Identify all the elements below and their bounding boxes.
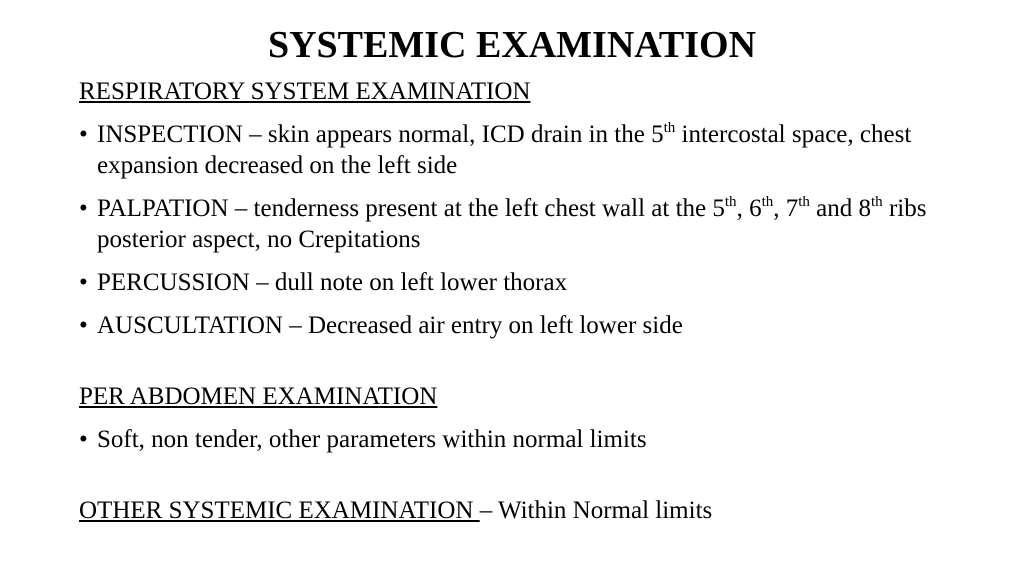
bullet-icon: •	[79, 426, 88, 453]
other-text: – Within Normal limits	[479, 497, 713, 524]
palpation-text-5: ribs posterior aspect, no Crepitations	[97, 195, 927, 253]
bullet-icon: •	[79, 269, 88, 296]
bullet-icon: •	[79, 312, 88, 339]
slide-title: SYSTEMIC EXAMINATION	[267, 24, 757, 66]
auscultation-item	[79, 310, 969, 341]
palpation-item	[79, 193, 969, 255]
palpation-text-1: PALPATION – tenderness present at the left chest wall at the 5	[97, 195, 725, 222]
other-exam-line	[79, 495, 969, 526]
palpation-text-3: , 7	[773, 195, 799, 222]
inspection-text-2: intercostal space, chest expansion decreased on the left side	[97, 121, 912, 179]
slide-content	[79, 76, 969, 526]
palpation-text-2: , 6	[736, 195, 762, 222]
inspection-item	[79, 119, 969, 181]
bullet-icon: •	[79, 121, 88, 148]
palpation-text-4: and 8	[809, 195, 872, 222]
auscultation-text: AUSCULTATION – Decreased air entry on left lower side	[97, 312, 683, 339]
inspection-text-1: INSPECTION – skin appears normal, ICD drain in the 5	[97, 121, 664, 148]
palpation-sup-1: th	[724, 194, 737, 210]
abdomen-item	[79, 424, 969, 455]
palpation-sup-3: th	[798, 194, 810, 210]
abdomen-text: Soft, non tender, other parameters within normal limits	[97, 426, 647, 453]
palpation-sup-2: th	[761, 194, 774, 210]
abdomen-heading: PER ABDOMEN EXAMINATION	[79, 383, 438, 410]
percussion-text: PERCUSSION – dull note on left lower thorax	[97, 269, 568, 296]
other-heading: OTHER SYSTEMIC EXAMINATION	[79, 497, 480, 524]
inspection-sup-1: th	[663, 120, 676, 136]
respiratory-heading: RESPIRATORY SYSTEM EXAMINATION	[79, 78, 531, 105]
percussion-item	[79, 267, 969, 298]
bullet-icon: •	[79, 195, 88, 222]
palpation-sup-4: th	[871, 194, 883, 210]
